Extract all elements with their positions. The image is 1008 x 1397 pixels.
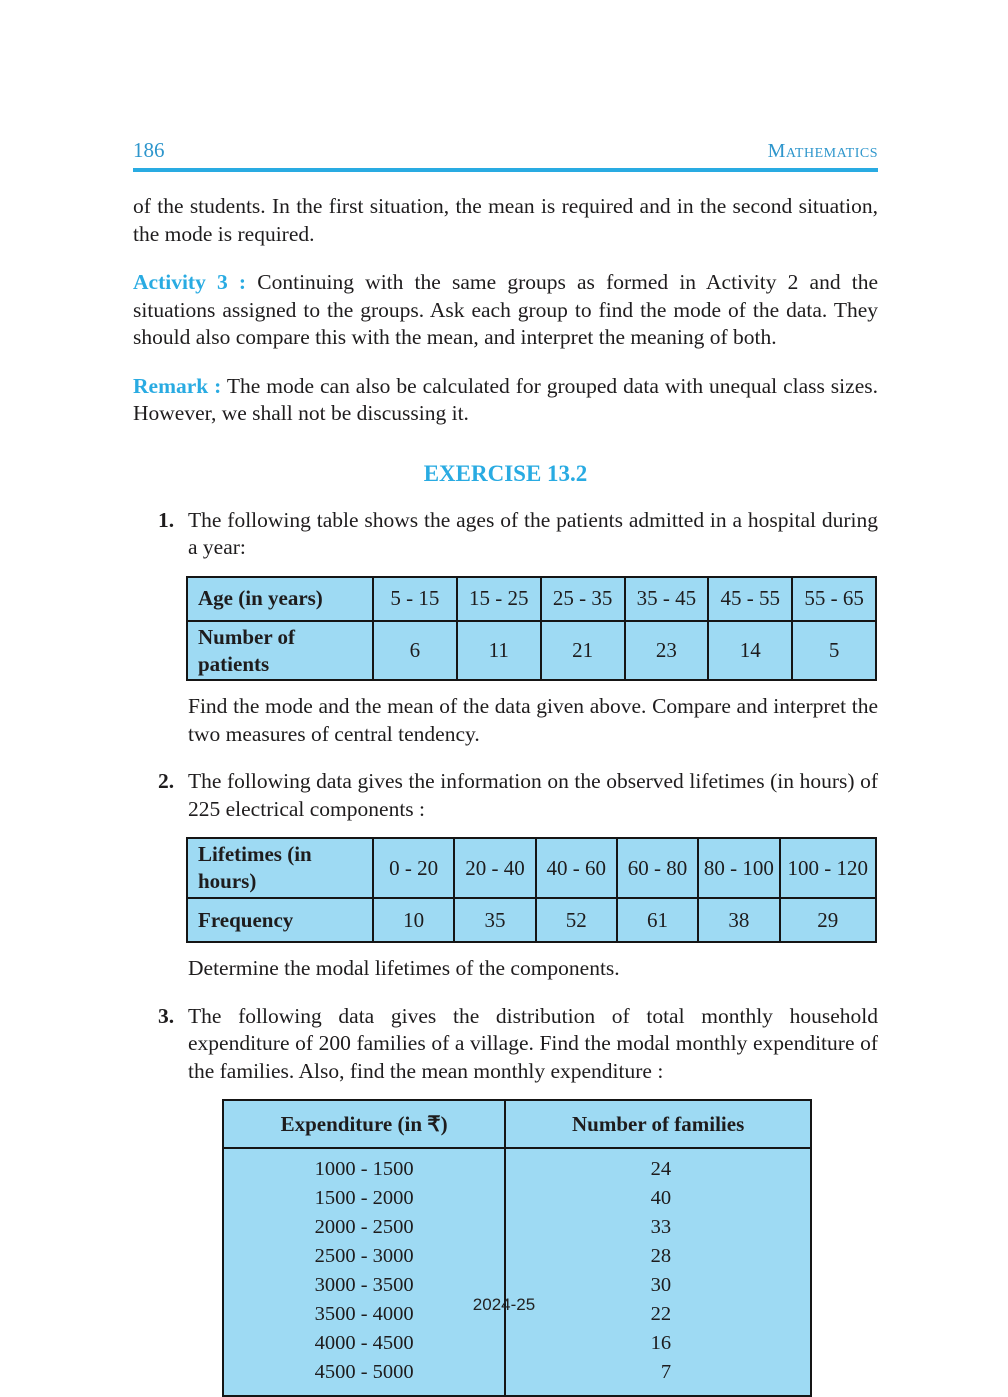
expenditure-range: 3500 - 4000 xyxy=(314,1303,414,1326)
patients-value-cell: 21 xyxy=(541,621,625,681)
book-title: Mathematics xyxy=(767,140,878,162)
expenditure-range: 3000 - 3500 xyxy=(314,1274,414,1297)
question-1-followup: Find the mode and the mean of the data given above. Compare and interpret the two measures of central tendency. xyxy=(188,694,878,746)
families-count: 22 xyxy=(650,1303,672,1326)
frequency-value-cell: 29 xyxy=(780,898,876,942)
patients-value-cell: 5 xyxy=(792,621,876,681)
activity-label: Activity 3 : xyxy=(133,270,247,295)
patients-row-label: Number of patients xyxy=(187,621,373,681)
question-2-text: The following data gives the information on the observed lifetimes (in hours) of 225 electrical components : xyxy=(188,769,878,821)
lifetime-interval-cell: 0 - 20 xyxy=(373,838,454,898)
families-values-cell xyxy=(505,1148,811,1396)
question-3-number: 3. xyxy=(158,1003,175,1028)
lifetimes-row-label: Lifetimes (in hours) xyxy=(187,838,373,898)
age-interval-cell: 45 - 55 xyxy=(708,577,792,621)
frequency-value-cell: 10 xyxy=(373,898,454,942)
lifetime-interval-cell: 20 - 40 xyxy=(454,838,535,898)
families-column-header: Number of families xyxy=(505,1100,811,1148)
frequency-row-label: Frequency xyxy=(187,898,373,942)
patients-value-cell: 11 xyxy=(457,621,541,681)
question-3-text: The following data gives the distribution of total monthly household expenditure of 200 families of a village. Find the modal monthly expenditure of the families. Also, find the mean monthly expenditure : xyxy=(188,1003,878,1083)
lifetime-interval-cell: 40 - 60 xyxy=(536,838,617,898)
question-3 xyxy=(133,1003,878,1397)
families-count: 33 xyxy=(650,1216,672,1239)
intro-paragraph xyxy=(133,193,878,248)
age-interval-cell: 35 - 45 xyxy=(625,577,709,621)
exercise-heading: EXERCISE 13.2 xyxy=(423,460,588,486)
remark-text: The mode can also be calculated for grouped data with unequal class sizes. However, we shall not be discussing it. xyxy=(133,373,878,426)
age-interval-cell: 55 - 65 xyxy=(792,577,876,621)
expenditure-range: 1000 - 1500 xyxy=(314,1158,414,1181)
families-count: 40 xyxy=(650,1187,672,1210)
question-1-number: 1. xyxy=(158,507,175,532)
frequency-value-cell: 38 xyxy=(698,898,779,942)
table-row xyxy=(187,898,876,942)
question-2 xyxy=(133,768,878,982)
families-count: 28 xyxy=(650,1245,672,1268)
ages-table xyxy=(186,576,877,682)
patients-value-cell: 14 xyxy=(708,621,792,681)
lifetimes-table xyxy=(186,837,877,943)
ages-row-label: Age (in years) xyxy=(187,577,373,621)
lifetime-interval-cell: 60 - 80 xyxy=(617,838,698,898)
table-row xyxy=(187,577,876,621)
table-row xyxy=(187,621,876,681)
expenditure-range: 4500 - 5000 xyxy=(314,1361,414,1384)
expenditure-range: 2000 - 2500 xyxy=(314,1216,414,1239)
families-count: 30 xyxy=(650,1274,672,1297)
table-body-row xyxy=(223,1148,811,1396)
question-1-body xyxy=(188,507,878,749)
age-interval-cell: 5 - 15 xyxy=(373,577,457,621)
footer-edition: 2024-25 xyxy=(472,1295,536,1314)
question-2-body xyxy=(188,768,878,982)
table-row xyxy=(187,838,876,898)
question-1 xyxy=(133,507,878,749)
remark-paragraph xyxy=(133,373,878,428)
question-2-followup: Determine the modal lifetimes of the components. xyxy=(188,956,620,981)
page-number: 186 xyxy=(133,138,165,162)
expenditure-range: 4000 - 4500 xyxy=(314,1332,414,1355)
frequency-value-cell: 61 xyxy=(617,898,698,942)
question-2-number: 2. xyxy=(158,769,175,794)
frequency-value-cell: 52 xyxy=(536,898,617,942)
expenditure-range: 1500 - 2000 xyxy=(314,1187,414,1210)
patients-value-cell: 23 xyxy=(625,621,709,681)
frequency-value-cell: 35 xyxy=(454,898,535,942)
families-count: 7 xyxy=(660,1361,672,1384)
question-3-body xyxy=(188,1003,878,1397)
expenditure-table xyxy=(222,1099,812,1397)
question-1-text: The following table shows the ages of the patients admitted in a hospital during a year: xyxy=(188,507,878,560)
age-interval-cell: 25 - 35 xyxy=(541,577,625,621)
running-header xyxy=(133,138,878,172)
expenditure-range: 2500 - 3000 xyxy=(314,1245,414,1268)
lifetime-interval-cell: 80 - 100 xyxy=(698,838,779,898)
activity-paragraph xyxy=(133,269,878,352)
lifetime-interval-cell: 100 - 120 xyxy=(780,838,876,898)
textbook-page xyxy=(133,138,878,1397)
activity-text: Continuing with the same groups as formed in Activity 2 and the situations assigned to the groups. Ask each group to find the mode of the data. They should also compare this with the mean, and interpret the meaning of both. xyxy=(133,270,879,350)
expenditure-ranges-cell xyxy=(223,1148,505,1396)
patients-value-cell: 6 xyxy=(373,621,457,681)
families-count: 16 xyxy=(650,1332,672,1355)
families-count: 24 xyxy=(650,1158,672,1181)
table-header-row xyxy=(223,1100,811,1148)
expenditure-column-header: Expenditure (in ₹) xyxy=(223,1100,505,1148)
intro-text: of the students. In the first situation, the mean is required and in the second situation, the mode is required. xyxy=(133,194,878,246)
remark-label: Remark : xyxy=(133,373,222,398)
age-interval-cell: 15 - 25 xyxy=(457,577,541,621)
